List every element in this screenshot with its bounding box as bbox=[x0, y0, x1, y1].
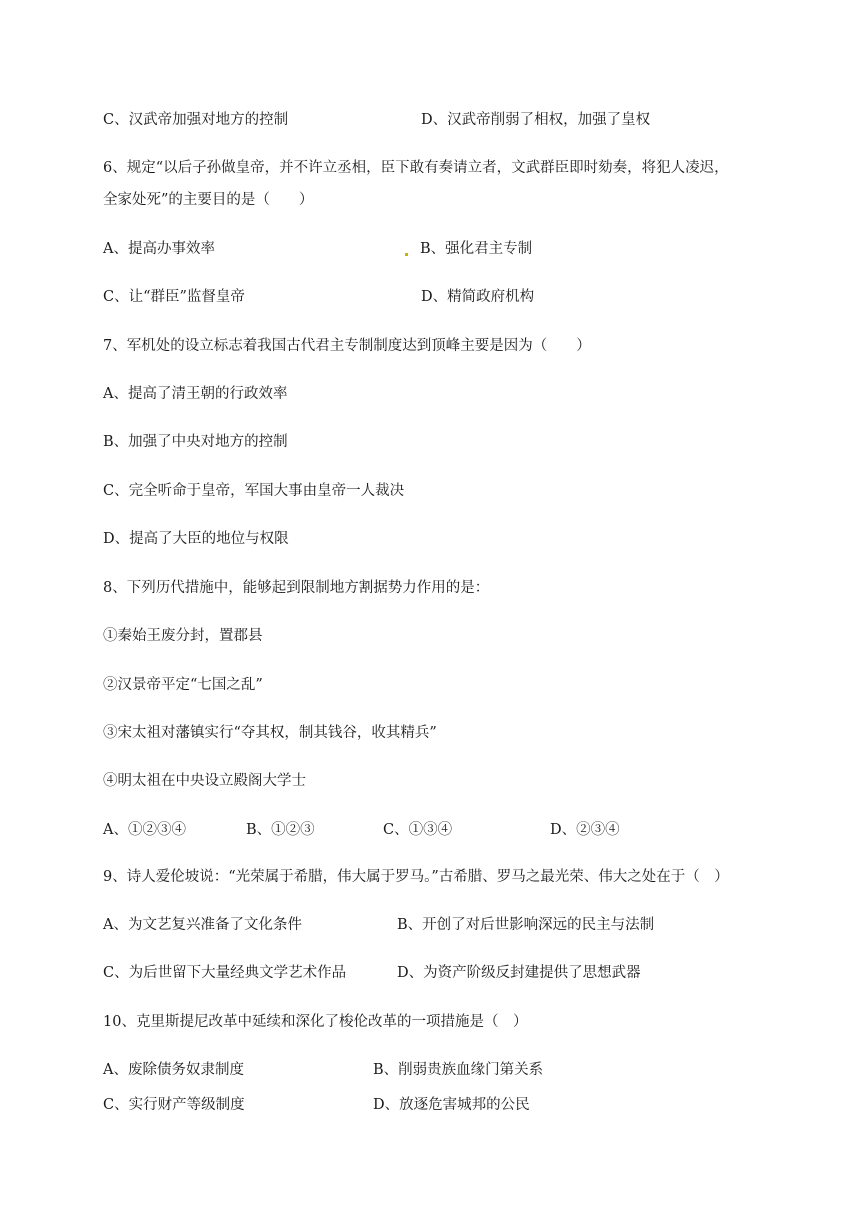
q6-option-a: A、提高办事效率 bbox=[103, 241, 215, 257]
q8-item-2: ②汉景帝平定“七国之乱” bbox=[103, 677, 263, 693]
q9-option-a: A、为文艺复兴准备了文化条件 bbox=[103, 917, 302, 933]
q7-stem: 7、军机处的设立标志着我国古代君主专制制度达到顶峰主要是因为（ ） bbox=[103, 338, 591, 354]
q6-stem-line1: 6、规定“以后子孙做皇帝，并不许立丞相，臣下敢有奏请立者，文武群臣即时劾奏，将犯人凌迟， bbox=[103, 160, 729, 176]
q5-option-d: D、汉武帝削弱了相权，加强了皇权 bbox=[421, 112, 651, 128]
q8-option-b: B、①②③ bbox=[246, 822, 315, 838]
speck-mark bbox=[405, 253, 408, 256]
q9-option-c: C、为后世留下大量经典文学艺术作品 bbox=[103, 965, 347, 981]
q5-option-c: C、汉武帝加强对地方的控制 bbox=[103, 112, 289, 128]
q10-option-b: B、削弱贵族血缘门第关系 bbox=[373, 1062, 544, 1078]
q7-option-c: C、完全听命于皇帝，军国大事由皇帝一人裁决 bbox=[103, 483, 405, 499]
q8-item-4: ④明太祖在中央设立殿阁大学士 bbox=[103, 773, 306, 789]
q7-option-d: D、提高了大臣的地位与权限 bbox=[103, 531, 289, 547]
q6-stem-line2: 全家处死”的主要目的是（ ） bbox=[103, 192, 314, 208]
q9-option-d: D、为资产阶级反封建提供了思想武器 bbox=[397, 965, 641, 981]
q8-item-3: ③宋太祖对藩镇实行“夺其权，制其钱谷，收其精兵” bbox=[103, 725, 437, 741]
q8-option-a: A、①②③④ bbox=[103, 822, 186, 838]
q8-stem: 8、下列历代措施中，能够起到限制地方割据势力作用的是： bbox=[103, 580, 490, 596]
q10-option-c: C、实行财产等级制度 bbox=[103, 1097, 245, 1113]
q8-item-1: ①秦始王废分封，置郡县 bbox=[103, 628, 263, 644]
q7-option-a: A、提高了清王朝的行政效率 bbox=[103, 386, 288, 402]
q10-stem: 10、克里斯提尼改革中延续和深化了梭伦改革的一项措施是（ ） bbox=[103, 1014, 528, 1030]
q6-option-b: B、强化君主专制 bbox=[420, 241, 533, 257]
q6-option-c: C、让“群臣”监督皇帝 bbox=[103, 289, 245, 305]
q9-option-b: B、开创了对后世影响深远的民主与法制 bbox=[397, 917, 655, 933]
q8-option-c: C、①③④ bbox=[383, 822, 453, 838]
q10-option-d: D、放逐危害城邦的公民 bbox=[373, 1097, 530, 1113]
q6-option-d: D、精简政府机构 bbox=[421, 289, 535, 305]
q9-stem: 9、诗人爱伦坡说：“光荣属于希腊，伟大属于罗马。”古希腊、罗马之最光荣、伟大之处在于（ ） bbox=[103, 869, 729, 885]
q10-option-a: A、废除债务奴隶制度 bbox=[103, 1062, 244, 1078]
q8-option-d: D、②③④ bbox=[550, 822, 620, 838]
q7-option-b: B、加强了中央对地方的控制 bbox=[103, 434, 288, 450]
